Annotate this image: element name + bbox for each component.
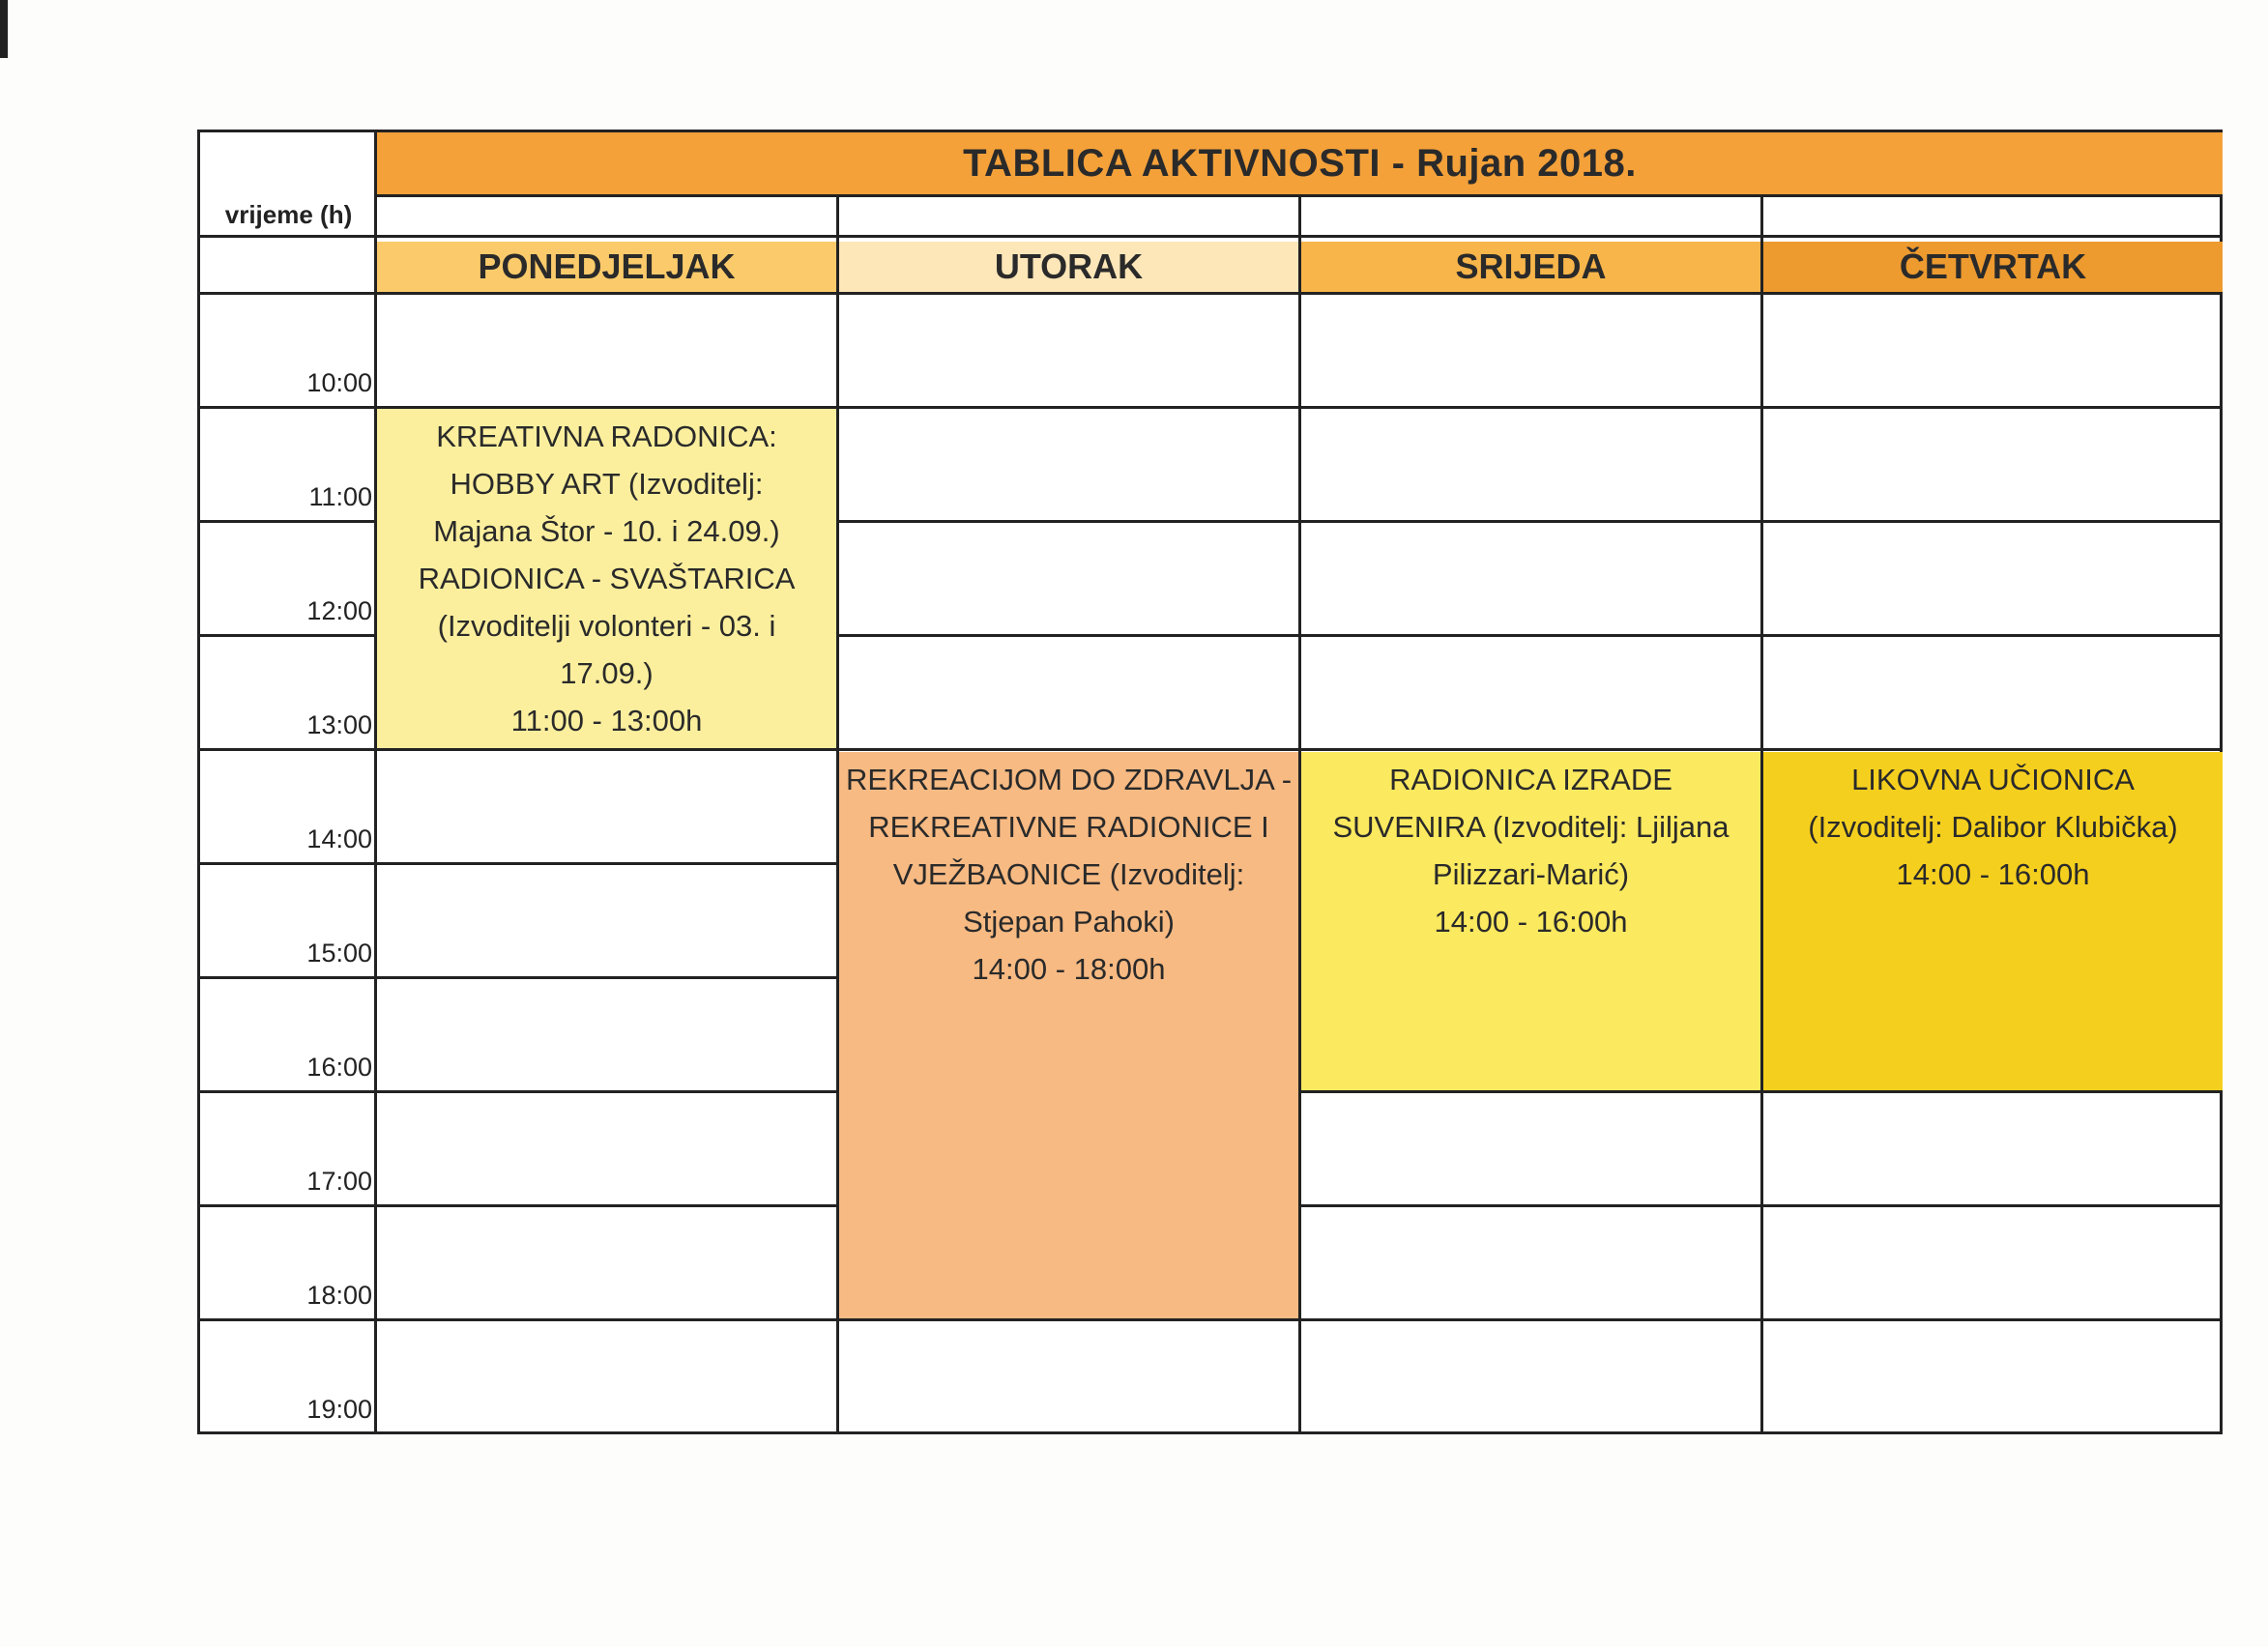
grid-line (839, 748, 1301, 751)
grid-line (836, 194, 839, 1434)
time-label-19: 19:00 (306, 1395, 372, 1424)
time-label-15: 15:00 (306, 939, 372, 968)
event-time: 14:00 - 16:00h (1434, 905, 1628, 939)
grid-line (1763, 748, 2223, 751)
grid-line (200, 235, 2223, 238)
event-line: (Izvoditelji volonteri - 03. i (437, 609, 776, 643)
grid-line (200, 862, 377, 865)
event-time: 14:00 - 16:00h (1896, 857, 2090, 891)
grid-line (1763, 406, 2223, 409)
grid-line (839, 634, 1301, 637)
time-column-header: vrijeme (h) (224, 199, 353, 229)
grid-line (1301, 520, 1763, 523)
grid-line (200, 1318, 377, 1321)
day-header-tuesday: UTORAK (839, 242, 1298, 292)
time-label-10: 10:00 (306, 368, 372, 397)
event-line: VJEŽBAONICE (Izvoditelj: (892, 857, 1245, 891)
event-wednesday-radionica-izrade-suvenira (1301, 752, 1760, 1092)
grid-line (839, 1318, 1301, 1321)
event-monday-kreativna-radionica (377, 409, 836, 749)
time-label-12: 12:00 (306, 596, 372, 625)
grid-line (200, 976, 377, 979)
event-line: SUVENIRA (Izvoditelj: Ljiljana (1332, 810, 1730, 844)
grid-line (1301, 406, 1763, 409)
event-line: KREATIVNA RADONICA: (436, 419, 777, 453)
grid-line (200, 406, 377, 409)
event-line: RADIONICA IZRADE (1389, 763, 1672, 796)
grid-line (1763, 1318, 2223, 1321)
grid-line (1301, 1204, 1763, 1207)
grid-line (200, 1204, 377, 1207)
event-line: RADIONICA - SVAŠTARICA (418, 562, 796, 595)
table-title: TABLICA AKTIVNOSTI - Rujan 2018. (377, 132, 2223, 195)
grid-line (200, 520, 377, 523)
grid-line (200, 748, 377, 751)
event-time: 11:00 - 13:00h (510, 704, 703, 737)
grid-line (1298, 194, 1301, 1434)
event-line: 17.09.) (560, 656, 654, 690)
grid-line (377, 1204, 839, 1207)
event-tuesday-rekreacijom-do-zdravlja (839, 752, 1298, 1320)
grid-line (1301, 748, 1763, 751)
grid-line (377, 1318, 839, 1321)
event-line: Stjepan Pahoki) (963, 905, 1175, 939)
grid-line (1763, 634, 2223, 637)
grid-line (377, 748, 839, 751)
grid-line (839, 406, 1301, 409)
time-label-16: 16:00 (306, 1053, 372, 1082)
event-line: REKREACIJOM DO ZDRAVLJA - (845, 763, 1293, 796)
grid-line (1763, 1204, 2223, 1207)
grid-line (1760, 194, 1763, 1434)
grid-line (1763, 1090, 2223, 1093)
grid-line (1301, 1090, 1763, 1093)
time-label-14: 14:00 (306, 824, 372, 853)
grid-line (200, 1090, 377, 1093)
event-line: LIKOVNA UČIONICA (1851, 763, 2135, 796)
activity-schedule-table (197, 130, 2223, 1434)
time-label-17: 17:00 (306, 1167, 372, 1196)
time-label-13: 13:00 (306, 710, 372, 739)
grid-line (200, 292, 2223, 295)
grid-line (377, 406, 839, 409)
event-line: HOBBY ART (Izvoditelj: (450, 467, 764, 501)
grid-line (200, 634, 377, 637)
time-label-18: 18:00 (306, 1281, 372, 1310)
event-line: REKREATIVNE RADIONICE I (868, 810, 1269, 844)
event-line: (Izvoditelj: Dalibor Klubička) (1808, 810, 2178, 844)
event-time: 14:00 - 18:00h (972, 952, 1166, 986)
grid-line (377, 862, 839, 865)
time-label-11: 11:00 (308, 482, 372, 511)
grid-line (1763, 520, 2223, 523)
event-line: Pilizzari-Marić) (1432, 857, 1630, 891)
grid-line (377, 1090, 839, 1093)
scan-edge-mark (0, 0, 8, 58)
event-thursday-likovna-ucionica (1763, 752, 2223, 1092)
grid-line (374, 132, 377, 1434)
grid-line (377, 976, 839, 979)
day-header-thursday: ČETVRTAK (1763, 242, 2223, 292)
day-header-wednesday: SRIJEDA (1301, 242, 1760, 292)
event-line: Majana Štor - 10. i 24.09.) (433, 514, 780, 548)
grid-line (1301, 1318, 1763, 1321)
grid-line (839, 520, 1301, 523)
grid-line (1301, 634, 1763, 637)
day-header-monday: PONEDJELJAK (377, 242, 836, 292)
